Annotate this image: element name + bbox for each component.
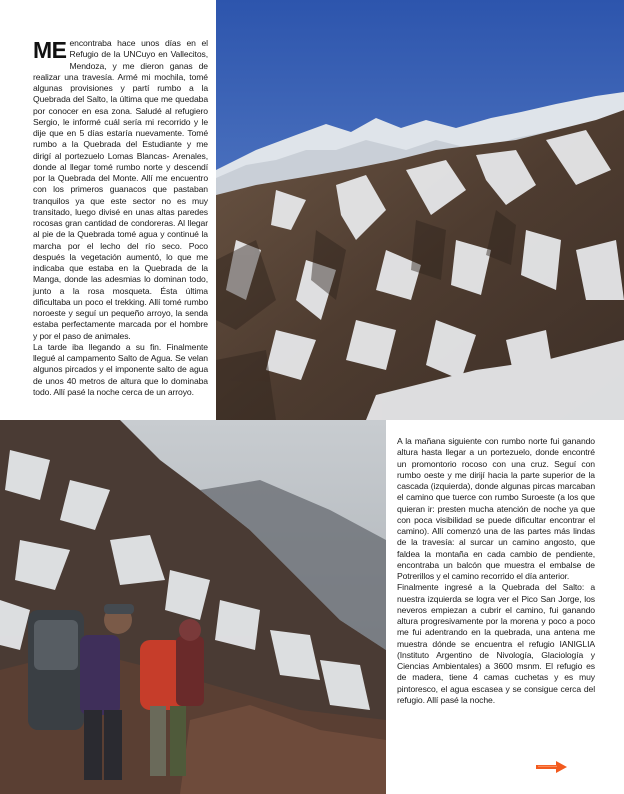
- next-page-arrow-icon[interactable]: [536, 760, 568, 774]
- dropcap: ME: [33, 37, 67, 63]
- paragraph: A la mañana siguiente con rumbo norte fui ganando altura hasta llegar a un portezuelo, donde encontré un promontorio rocoso con una cruz. Seguí con rumbo oeste y me dirijí hacia la parte superior de la cascada (izquierda), donde algunas pircas marcaban el camino que tuerce con rumbo Suroeste (a los que quieran ir: presten mucha atención de noche ya que con poca visibilidad se puede dificultar encontrar el camino). Allí comenzó una de las partes más lindas de la travesía: al surcar un camino angosto, que faldea la montaña en cada cambio de pendiente, encontraba un balcón que muestra el embalse de Potrerillos y el camino recorrido el día anterior.: [397, 436, 595, 581]
- article-column-right: [397, 436, 595, 706]
- mountain-photo: [216, 0, 624, 420]
- paragraph-text: encontraba hace unos días en el Refugio de la UNCuyo en Vallecitos, Mendoza, y me dieron ganas de realizar una travesía. Armé mi mochila, tomé algunas provisiones y partí rumbo a la Quebrada del Salto, la última que me quedaba por conocer en esa zona. Saludé al refugiero Sergio, le informé cuál sería mi recorrido y le dije que en 5 días estaría nuevamente. Tomé rumbo a la Quebrada del Estudiante y me dirigí al portezuelo Lomas Blancas- Arenales, donde al llegar tomé rumbo norte y descendí por la Quebrada del Monte. Allí me encuentro con los primeros guanacos que pastaban tranquilos ya que este sector no es muy transitado, luego divisé en unas altas paredes rocosas gran cantidad de condoreras. Al llegar al pie de la Quebrada tomé agua y continué la marcha por el lecho del río seco. Poco después la vegetación aumentó, lo que me indicaba que estaba en la Quebrada de la Manga, donde las adesmias lo dominan todo, junto a la rosa mosqueta. Ésta última dificultaba un poco el trekking. Allí tomé rumbo noroeste y seguí un pequeño arroyo, la senda estaba perfectamente marcada por el hombre y por el paso de animales.: [33, 38, 208, 341]
- paragraph: La tarde iba llegando a su fin. Finalmente llegué al campamento Salto de Agua. Se velan algunos pircados y el imponente salto de agua de unos 40 metros de altura que lo dominaba todo. Allí pasé la noche cerca de un arroyo.: [33, 341, 208, 397]
- paragraph: Finalmente ingresé a la Quebrada del Salto: a nuestra izquierda se logra ver el Pico San Jorge, los neveros empiezan a cubrir el camino, fui ganando altura progresivamente por la morena y poco a poco me fui adentrando en la quebrada, una antena me muestra dónde se encuentra el refugio IANIGLIA (Instituto Argentino de Nivología, Glaciología y Ciencias Ambientales) a 3600 msnm. El refugio es de madera, tiene 4 camas cuchetas y es muy pintoresco, el agua escasea y se consigue cerca del refugio. Allí pasé la noche.: [397, 582, 595, 705]
- article-column-left: [33, 38, 208, 398]
- paragraph: [33, 38, 208, 342]
- hikers-photo: [0, 420, 386, 794]
